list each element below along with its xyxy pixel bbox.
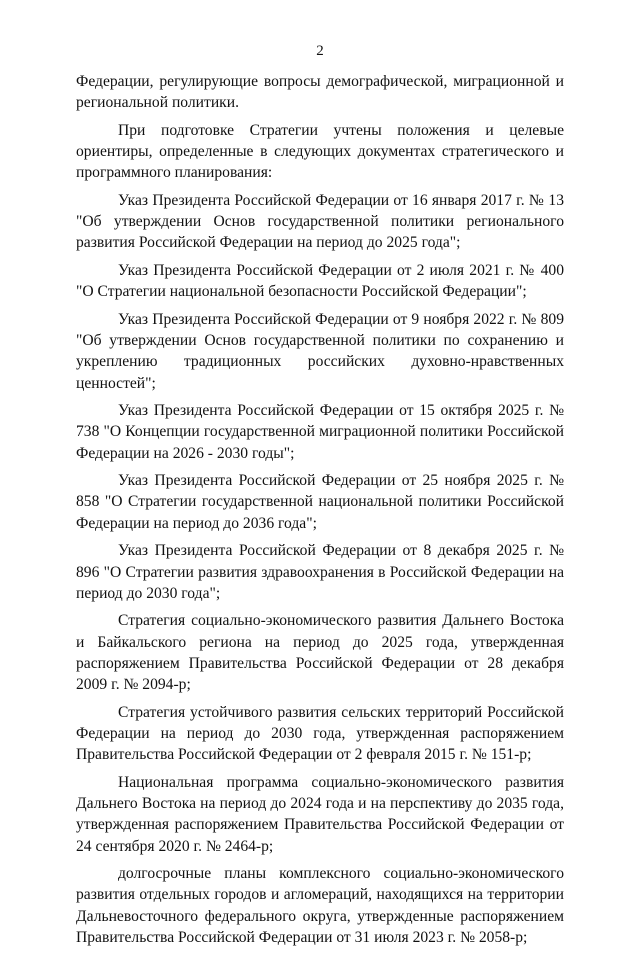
document-body [76, 71, 564, 955]
paragraph-decree-809: Указ Президента Российской Федерации от 9 ноября 2022 г. № 809 "Об утверждении Основ государственной политики по сохранению и укреплению традиционных российских духовно-нравственных ценностей"; [76, 310, 564, 392]
paragraph-decree-400: Указ Президента Российской Федерации от 2 июля 2021 г. № 400 "О Стратегии национальной безопасности Российской Федерации"; [76, 261, 564, 301]
paragraph-intro: При подготовке Стратегии учтены положения и целевые ориентиры, определенные в следующих документах стратегического и программного планирования: [76, 121, 564, 182]
page-number: 2 [316, 43, 324, 59]
paragraph-decree-896: Указ Президента Российской Федерации от 8 декабря 2025 г. № 896 "О Стратегии развития здравоохранения в Российской Федерации на период до 2030 года"; [76, 542, 564, 602]
paragraph-national-program: Национальная программа социально-экономического развития Дальнего Востока на период до 2024 года и на перспективу до 2035 года, утвержденная распоряжением Правительства Российской Федерации от 24 сентября 2020 г. № 2464-р; [76, 773, 564, 855]
paragraph-long-term-plans: долгосрочные планы комплексного социально-экономического развития отдельных городов и агломераций, находящихся на территории Дальневосточного федерального округа, утвержденные распоряжением Правительства Российской Федерации от 31 июля 2023 г. № 2058-р; [76, 865, 564, 947]
paragraph-decree-738: Указ Президента Российской Федерации от 15 октября 2025 г. № 738 "О Концепции государственной миграционной политики Российской Федерации на 2026 - 2030 годы"; [76, 402, 564, 462]
paragraph-strategy-far-east: Стратегия социально-экономического развития Дальнего Востока и Байкальского региона на период до 2025 года, утвержденная распоряжением Правительства Российской Федерации от 28 декабря 2009 г. № 2094-р; [76, 612, 564, 694]
paragraph-continuation: Федерации, регулирующие вопросы демографической, миграционной и региональной политики. [76, 73, 564, 112]
paragraph-decree-858: Указ Президента Российской Федерации от 25 ноября 2025 г. № 858 "О Стратегии государственной национальной политики Российской Федерации на период до 2036 года"; [76, 472, 564, 532]
paragraph-strategy-rural: Стратегия устойчивого развития сельских территорий Российской Федерации на период до 2030 года, утвержденная распоряжением Правительства Российской Федерации от 2 февраля 2015 г. № 151-р; [76, 703, 564, 764]
paragraph-decree-13: Указ Президента Российской Федерации от 16 января 2017 г. № 13 "Об утверждении Основ государственной политики регионального развития Российской Федерации на период до 2025 года"; [76, 191, 564, 252]
